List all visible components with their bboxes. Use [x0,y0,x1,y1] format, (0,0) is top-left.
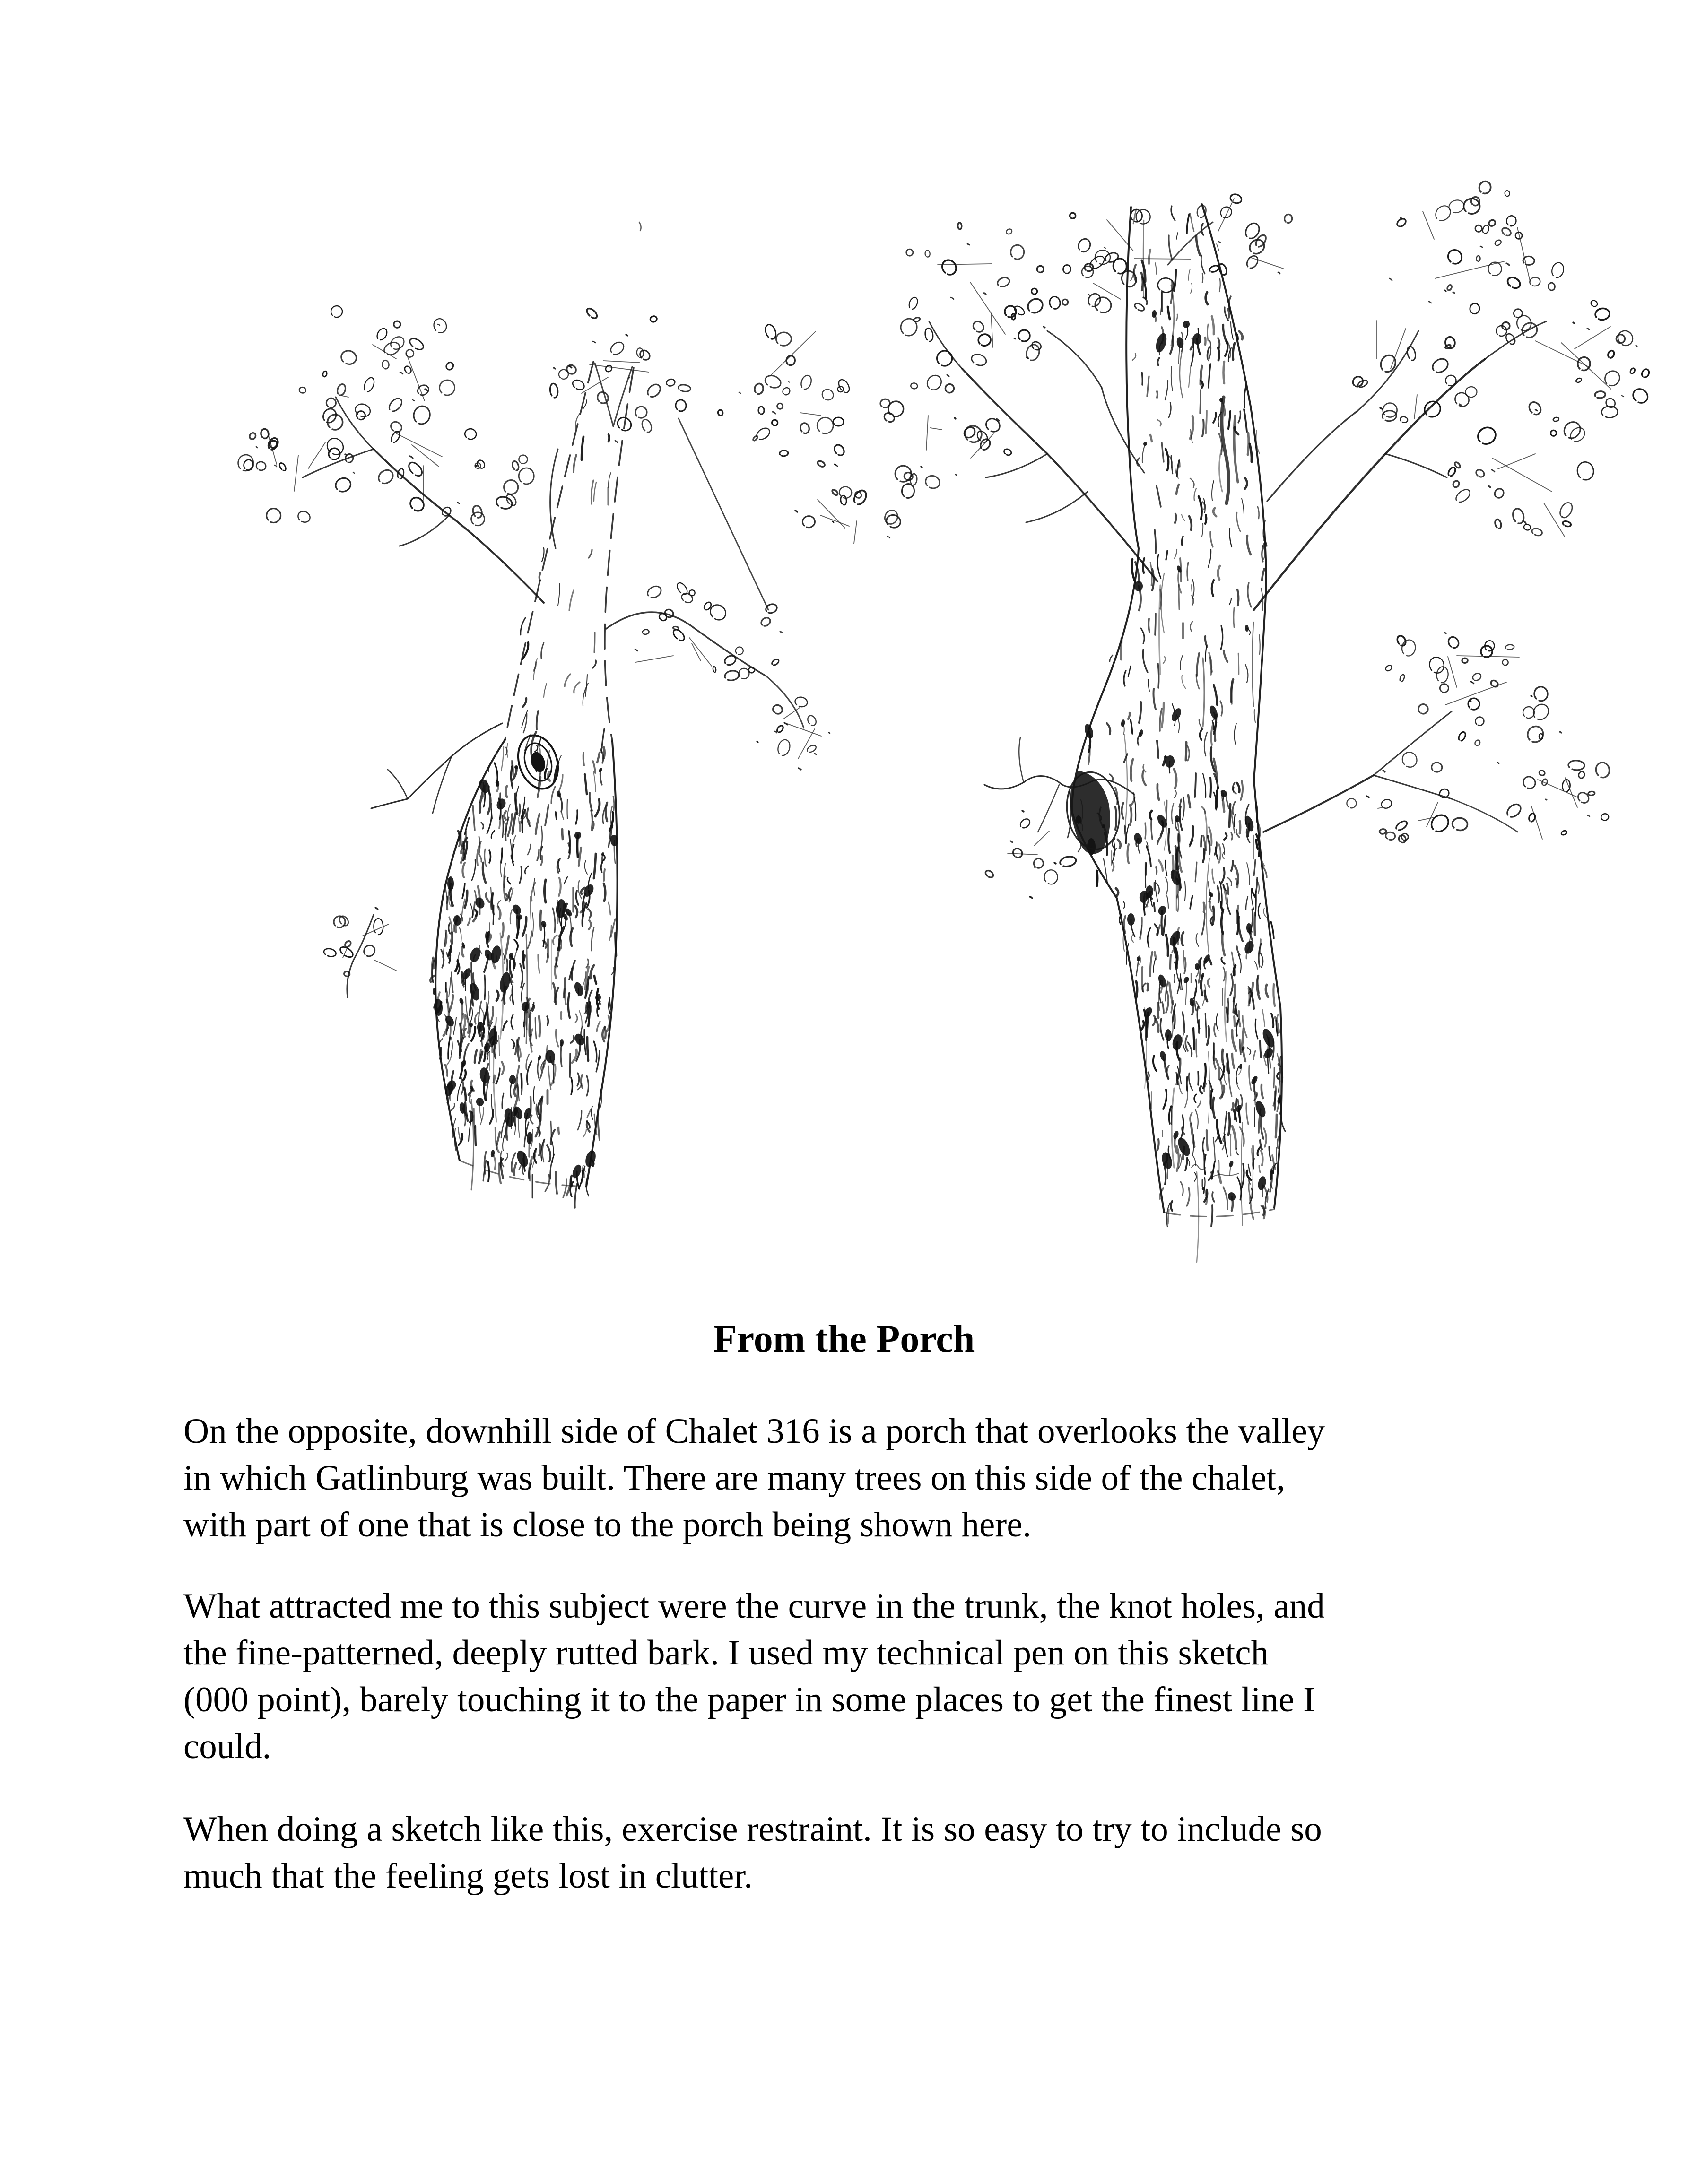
text-line: the fine-patterned, deeply rutted bark. I used my technical pen on this sketch [183,1633,1269,1673]
text-line: When doing a sketch like this, exercise restraint. It is so easy to try to include so [183,1810,1322,1849]
paragraph [183,1408,1325,1548]
tree-sketch-left [238,222,914,1208]
paragraph [183,1583,1325,1770]
section-title: From the Porch [713,1317,975,1360]
text-line: could. [183,1727,271,1766]
text-line: in which Gatlinburg was built. There are many trees on this side of the chalet, [183,1458,1285,1498]
tree-sketch-right [880,182,1649,1262]
text-line: (000 point), barely touching it to the paper in some places to get the finest line I [183,1680,1315,1719]
text-line: much that the feeling gets lost in clutter. [183,1856,753,1896]
text-line: What attracted me to this subject were the curve in the trunk, the knot holes, and [183,1586,1325,1626]
paragraph [183,1806,1322,1899]
text-line: with part of one that is close to the porch being shown here. [183,1505,1032,1544]
text-line: On the opposite, downhill side of Chalet 316 is a porch that overlooks the valley [183,1412,1325,1451]
